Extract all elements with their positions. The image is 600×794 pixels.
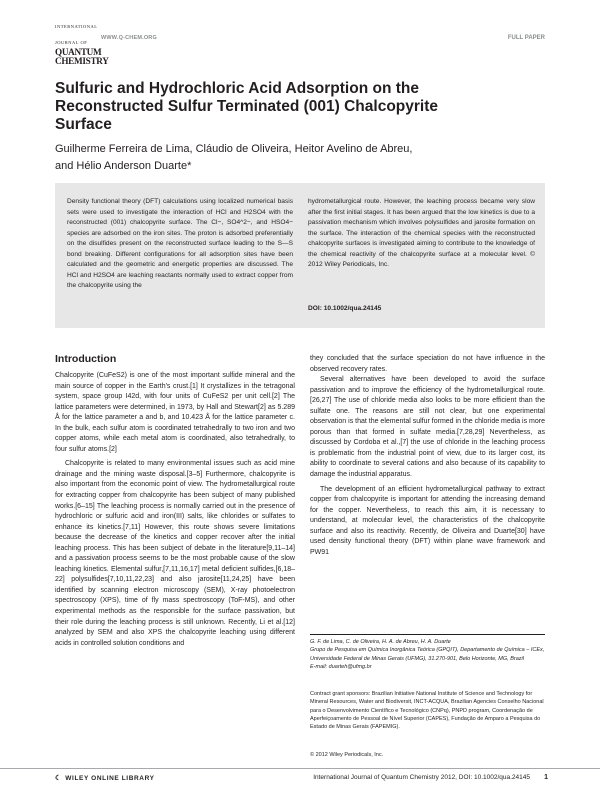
right-paragraph-3: The development of an efficient hydrometallurgical pathway to extract copper from chalcopyrite is important for attending the increasing demand for the copper. Nevertheless, to reach this aim, it is necessary to understand, at molecular level, the characteristics of the chalcopyrite surface and also its reactivity. Recently, de Oliveira and Duarte[30] have used density functional theory (DFT) within plane wave framework and PW91 bbox=[310, 485, 545, 556]
affiliation-names: G. F. de Lima, C. de Oliveira, H. A. de Abreu, H. A. Duarte bbox=[310, 639, 451, 645]
section-label: FULL PAPER bbox=[507, 35, 545, 41]
intro-paragraph-1: Chalcopyrite (CuFeS2) is one of the most important sulfide mineral and the main source of copper in the Earth's crust.[1] It crystallizes in the tetragonal system, space group I42d, with four units of CuFeS2 per unit cell.[2] The lattice parameters were determined, in 1973, by Hall and Stewart[2] as 5.289 Å for the lattice parameter a and b, and 10.423 Å for the lattice parameter c. In the bulk, each sulfur atom is coordinated tetrahedrally to two iron and two copper atoms, while each metal atom is coordinated, also tetrahedrally, to four sulfur atoms.[2] bbox=[55, 372, 295, 453]
grant-sponsors: Contract grant sponsors: Brazilian Initiative National Institute of Science and Technology for Mineral Resources, Water and Biodiversit, INCT-ACQUA, Brazilian Agencies Conselho Nacional para o Desenvolvimento Científico e Tecnológico (CNPq), PNPD program, Coordenação de Aperfeiçoamento de Pessoal de Nível Superior (CAPES), Fundação de Amparo a Pesquisa do Estado de Minas Gerais (FAPEMIG). bbox=[310, 691, 544, 731]
affiliation-address: Grupo de Pesquisa em Química Inorgânica Teórica (GPQIT), Departamento de Química – ICEx, Universidade Federal de Minas Gerais (UFMG), 31.270-901, Belo Horizonte, MG, Brazil bbox=[310, 647, 545, 662]
journal-logo bbox=[55, 16, 109, 67]
right-paragraph-1: they concluded that the surface speciation do not have influence in the observed recovery rates. bbox=[310, 355, 545, 373]
wiley-online-library-logo[interactable] bbox=[55, 774, 155, 782]
page-number: 1 bbox=[544, 774, 548, 781]
journal-website: WWW.Q-CHEM.ORG bbox=[101, 35, 157, 41]
logo-line-chemistry: CHEMISTRY bbox=[55, 56, 109, 67]
abstract-right-column: hydrometallurgical route. However, the leaching process became very slow after the first initial stages. It has been argued that the low kinetics is due to a passivation mechanism which involves polysulfides and jarosite formation on the surface. The interaction of the chemical species with the reconstructed chalcopyrite surfaces is investigated aiming to contribute to the knowledge of the chemical reactivity of the chalcopyrite surface at a molecular level. © 2012 Wiley Periodicals, Inc. bbox=[308, 198, 535, 269]
logo-small-text: INTERNATIONAL JOURNAL OF bbox=[55, 24, 98, 45]
authors-line-2: and Hélio Anderson Duarte* bbox=[55, 160, 192, 172]
journal-citation: International Journal of Quantum Chemistry 2012, DOI: 10.1002/qua.24145 bbox=[313, 774, 530, 781]
introduction-heading: Introduction bbox=[55, 353, 117, 365]
abstract-left-column: Density functional theory (DFT) calculations using localized numerical basis sets were used to investigate the interaction of HCl and H2SO4 with the reconstructed (001) chalcopyrite surface. The Cl−, SO4^2−, and HSO4− species are adsorbed on the iron sites. The proton is adsorbed preferentially on the disulfides present on the reconstructed surface leading to the S—S bond breaking. Different configurations for all adsorption sites have been calculated and the geometric and energetic properties are discussed. The HCl and H2SO4 are leaching reactants normally used to extract copper from the chalcopyrite using the bbox=[67, 198, 293, 290]
publisher-name: WILEY ONLINE LIBRARY bbox=[65, 775, 155, 782]
affiliation-rule bbox=[310, 634, 545, 635]
footer-rule bbox=[0, 768, 600, 769]
abstract-box bbox=[55, 183, 545, 328]
affiliation-block bbox=[310, 638, 545, 671]
author-list bbox=[55, 141, 475, 175]
doi-label[interactable]: DOI: 10.1002/qua.24145 bbox=[308, 305, 382, 312]
right-paragraph-2: Several alternatives have been developed to avoid the surface passivation and to improve the efficiency of the hydrometallurgical route.[26,27] The use of chloride media also looks to be more efficient than the sulfate one. The reasons are still not clear, but one experimental observation is that the elemental sulfur formed in the chloride media is more porous than that formed in sulfate media.[7,28,29] Nevertheless, as discussed by Cordoba et al.,[7] the use of chloride in the leaching process is problematic from the industrial point of view, due to its larger cost, its ability to coordinate to several cations and also because of its capability to damage the industrial apparatus. bbox=[310, 376, 546, 479]
affiliation-copyright: © 2012 Wiley Periodicals, Inc. bbox=[310, 752, 384, 758]
authors-line-1: Guilherme Ferreira de Lima, Cláudio de Oliveira, Heitor Avelino de Abreu, bbox=[55, 143, 413, 155]
intro-paragraph-2: Chalcopyrite is related to many environmental issues such as acid mine drainage and the mining waste disposal.[3–5] Furthermore, chalcopyrite is also important from the economic point of view. The hydrometallurgical route for extracting copper from chalcopyrite has been subject of many published works.[6–15] The leaching process is normally carried out in the presence of hydrochloric or sulfuric acid and iron(III) salts, like chlorides or sulfates to enhance its kinetics.[7,11] However, this route shows severe limitations because the decrease of the kinetics and copper recover after the initial leaching process. This has been subject of debate in the literature[9,11–14] and a passivation process seems to be the most probable cause of the slow leaching kinetics. Elemental sulfur,[7,11,16,17] metal deficient sulfides,[6,18–22] polysulfides[7,10,11,22,23] and also jarosite[11,24,25] have been identified by scanning electron microscopy (SEM), X-ray photoelectron spectroscopy (XPS), time of fly mass spectroscopy (ToF-MS), and other experimental methods as the responsible for the surface passivation, but their role during the leaching process is still unknown. Recently, Li et al.[12] analyzed by SEM and also XPS the chalcopyrite leaching using different acids in controlled solution conditions and bbox=[55, 460, 295, 647]
logo-line-quantum: QUANTUM bbox=[55, 47, 102, 57]
article-title: Sulfuric and Hydrochloric Acid Adsorption on the Reconstructed Sulfur Terminated (001) Chalcopyrite Surface bbox=[55, 80, 438, 133]
body-left-column bbox=[55, 371, 295, 649]
body-right-column bbox=[310, 354, 545, 558]
wiley-logo-icon: ☾ bbox=[55, 775, 62, 782]
affiliation-email[interactable]: E-mail: duarteh@ufmg.br bbox=[310, 663, 372, 670]
